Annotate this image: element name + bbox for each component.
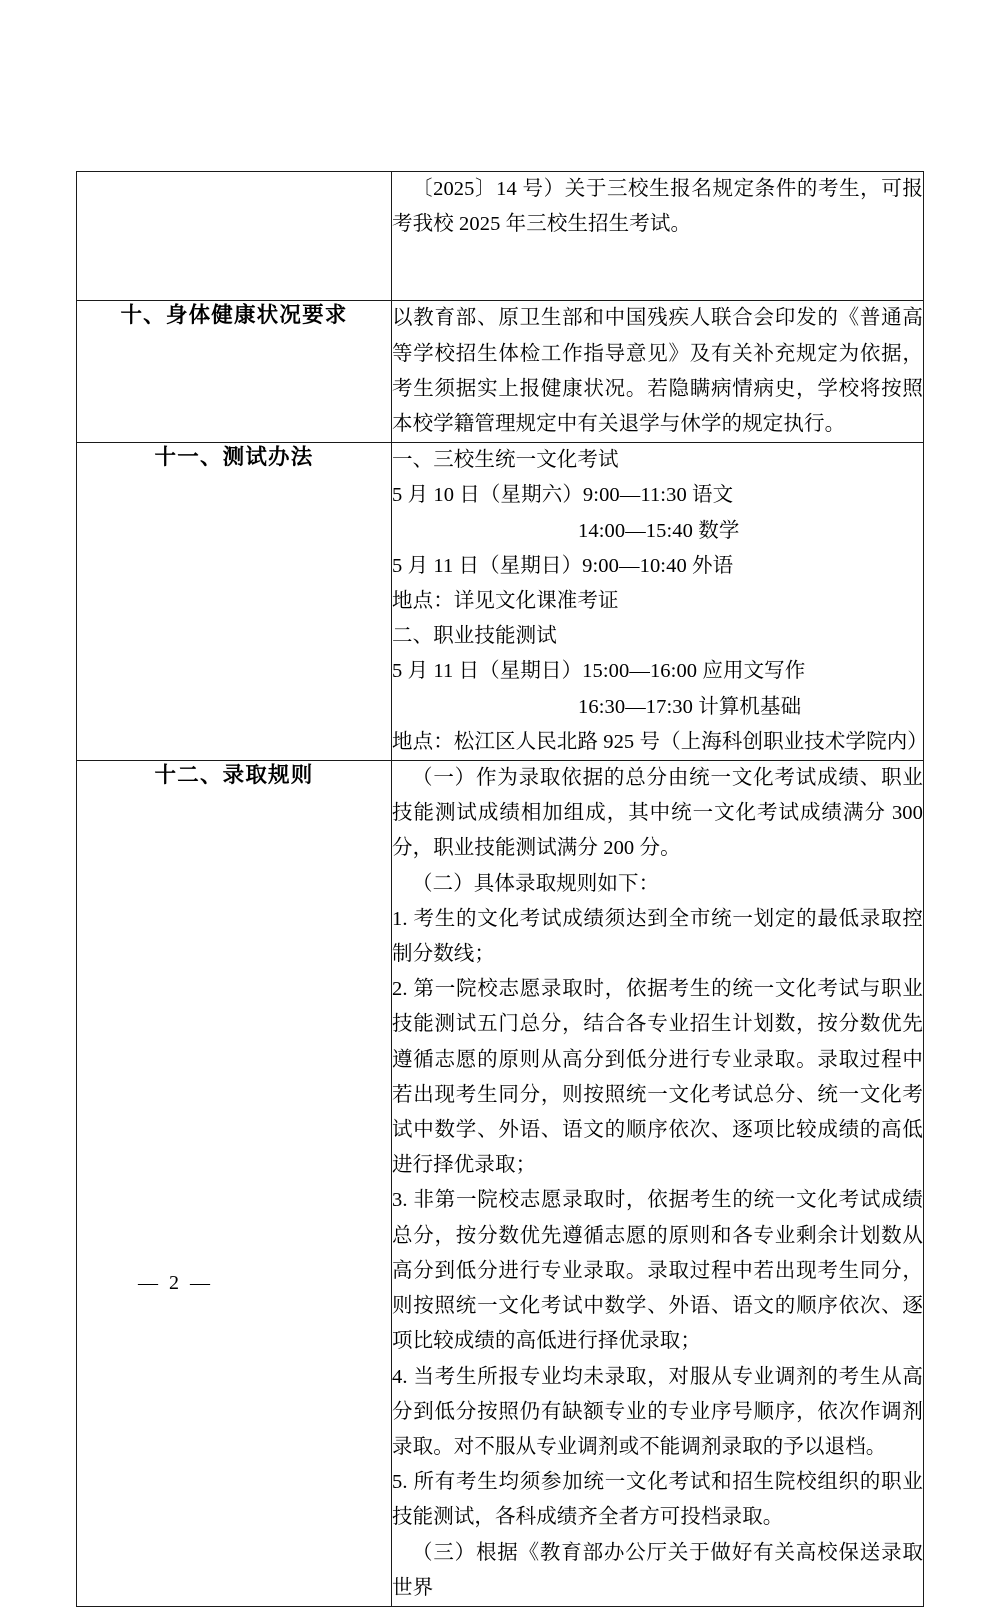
row-label-cell: [77, 443, 392, 761]
row-content-cell: [392, 761, 929, 1607]
paragraph: 14:00—15:40 数学: [578, 519, 740, 542]
paragraph: 以教育部、原卫生部和中国残疾人联合会印发的《普通高等学校招生体检工作指导意见》及有关补充规定为依据，考生须据实上报健康状况。若隐瞒病情病史，学校将按照本校学籍管理规定中有关退学与休学的规定执行。: [392, 307, 923, 436]
admissions-info-table: [76, 171, 929, 1607]
paragraph: 5. 所有考生均须参加统一文化考试和招生院校组织的职业技能测试，各科成绩齐全者方可投档录取。: [392, 1471, 923, 1529]
paragraph: 地点：详见文化课准考证: [392, 590, 619, 613]
paragraph: 1. 考生的文化考试成绩须达到全市统一划定的最低录取控制分数线；: [392, 907, 923, 966]
row-label: 十二、录取规则: [154, 763, 314, 789]
paragraph: 〔2025〕14 号）关于三校生报名规定条件的考生，可报考我校 2025 年三校生招生考试。: [392, 178, 923, 236]
row-label-cell: [77, 301, 392, 443]
row-content-cell: [392, 443, 928, 761]
paragraph: 地点：松江区人民北路 925 号（上海科创职业技术学院内）: [392, 730, 928, 753]
row-label-cell: [77, 172, 392, 301]
row-content-cell: [392, 172, 924, 301]
table-row: [77, 172, 924, 301]
paragraph: 5 月 11 日（星期日）15:00—16:00 应用文写作: [392, 660, 806, 683]
paragraph: 3. 非第一院校志愿录取时，依据考生的统一文化考试成绩总分，按分数优先遵循志愿的原则和各专业剩余计划数从高分到低分进行专业录取。录取过程中若出现考生同分，则按照统一文化考试中数学、外语、语文的顺序依次、逐项比较成绩的高低进行择优录取；: [392, 1189, 923, 1353]
table-body: [77, 172, 929, 1607]
row-label: 十一、测试办法: [154, 445, 314, 471]
table-row: [77, 443, 924, 761]
paragraph: 4. 当考生所报专业均未录取，对服从专业调剂的考生从高分到低分按照仍有缺额专业的专业序号顺序，依次作调剂录取。对不服从专业调剂或不能调剂录取的予以退档。: [392, 1365, 923, 1458]
table-row: [77, 301, 924, 443]
paragraph: 二、职业技能测试: [392, 625, 557, 648]
paragraph: 16:30—17:30 计算机基础: [578, 695, 802, 718]
paragraph: （一）作为录取依据的总分由统一文化考试成绩、职业技能测试成绩相加组成，其中统一文化考试成绩满分 300 分，职业技能测试满分 200 分。: [392, 767, 929, 860]
paragraph: 5 月 10 日（星期六）9:00—11:30 语文: [392, 484, 734, 507]
paragraph: （二）具体录取规则如下：: [412, 872, 660, 895]
row-content-cell: [392, 301, 924, 443]
paragraph: （三）根据《教育部办公厅关于做好有关高校保送录取世界: [392, 1541, 923, 1599]
row-label: 十、身体健康状况要求: [120, 303, 348, 329]
row-label-cell: [77, 761, 392, 1607]
paragraph: 2. 第一院校志愿录取时，依据考生的统一文化考试与职业技能测试五门总分，结合各专业招生计划数，按分数优先遵循志愿的原则从高分到低分进行专业录取。录取过程中若出现考生同分，则按照统一文化考试总分、统一文化考试中数学、外语、语文的顺序依次、逐项比较成绩的高低进行择优录取；: [392, 978, 923, 1177]
page-number-footer: — 2 —: [138, 1272, 213, 1294]
table-row: [77, 761, 924, 1607]
paragraph: 一、三校生统一文化考试: [392, 449, 619, 472]
paragraph: 5 月 11 日（星期日）9:00—10:40 外语: [392, 554, 734, 577]
